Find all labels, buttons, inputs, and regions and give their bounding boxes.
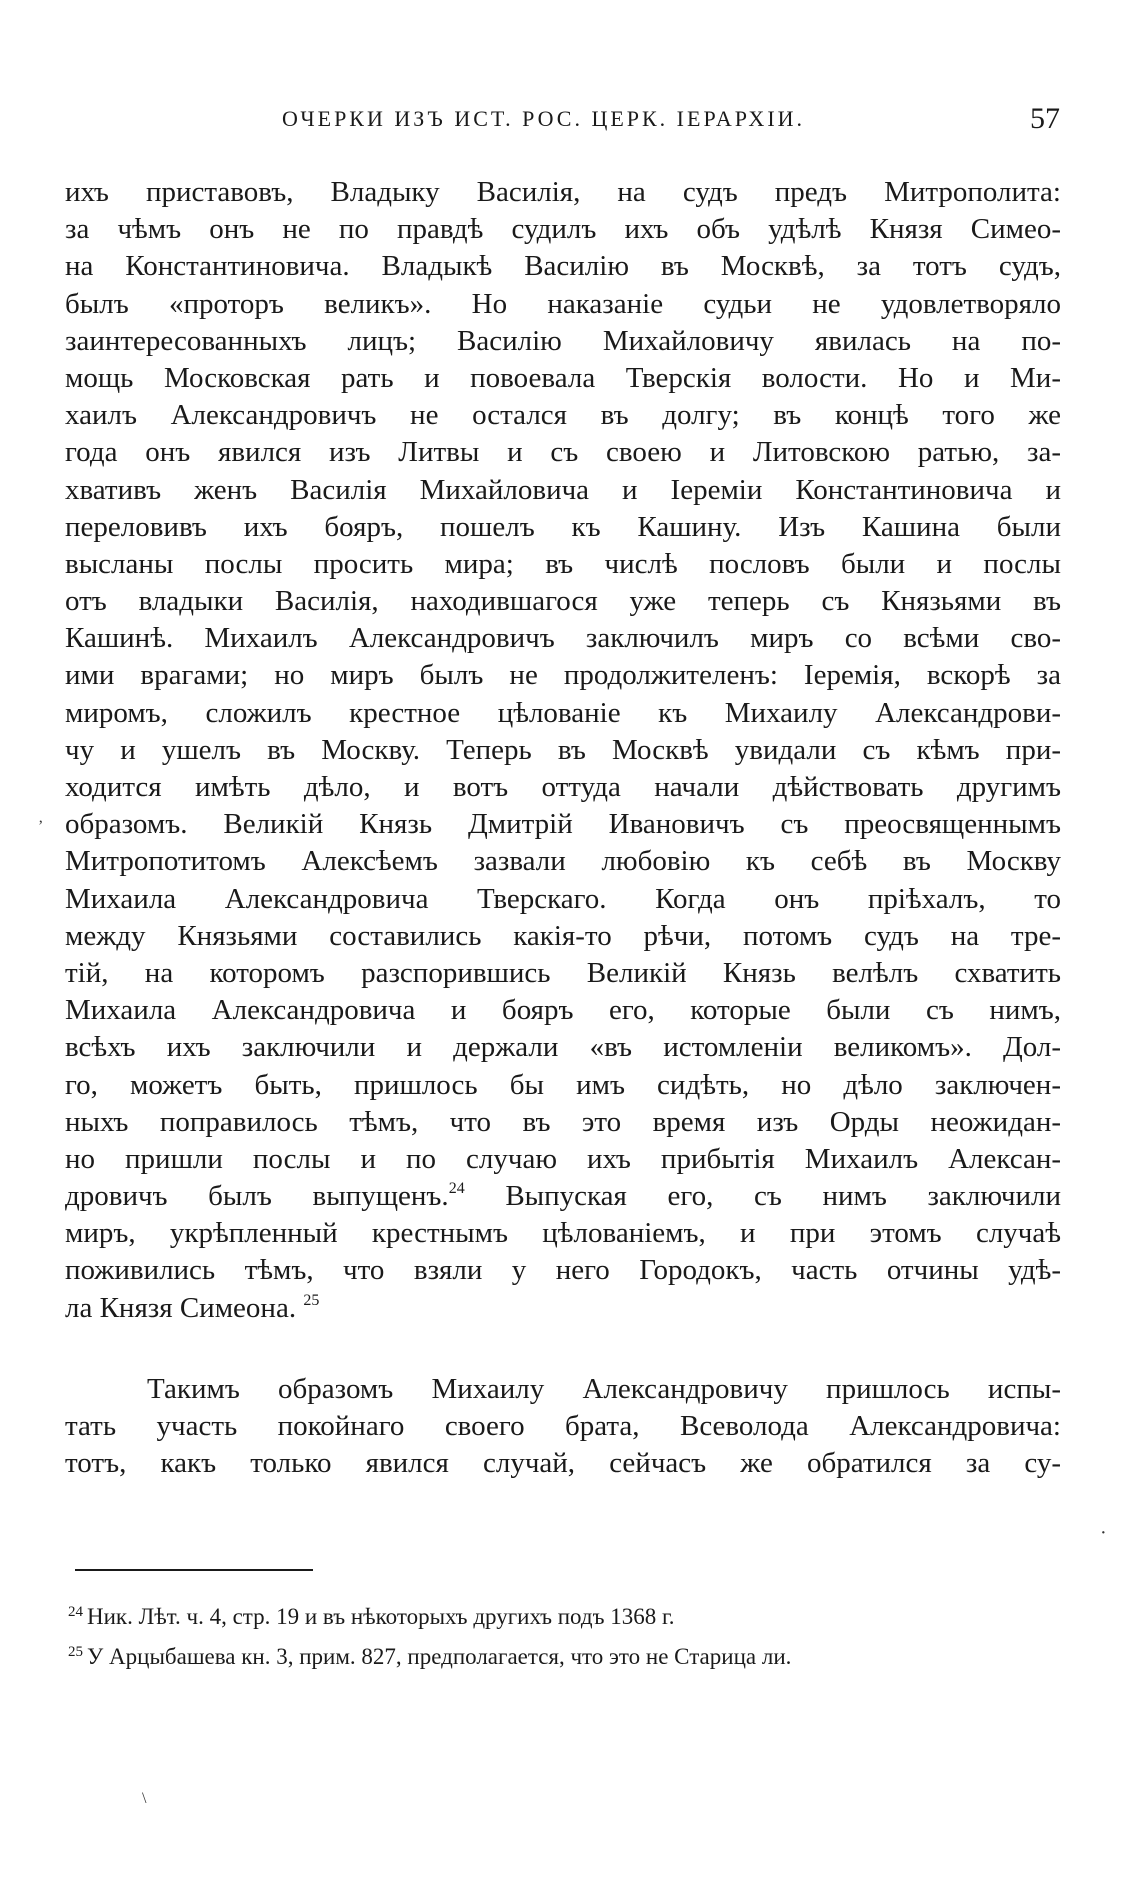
text-line: отъ владыки Василія, находившагося уже теперь съ Князьями въ: [65, 585, 1061, 618]
text-line: Митропотитомъ Алексѣемъ зазвали любовію къ себѣ въ Москву: [65, 845, 1061, 878]
text-line-with-footnote: [65, 1178, 1061, 1215]
text-line: тій, на которомъ разспорившись Великій Князь велѣлъ схватить: [65, 956, 1061, 989]
text-line: переловивъ ихъ бояръ, пошелъ къ Кашину. Изъ Кашина были: [65, 510, 1061, 543]
text-segment: Выпуская его, съ нимъ заключили: [464, 1180, 1062, 1213]
text-segment: дровичъ былъ выпущенъ.: [65, 1180, 449, 1213]
text-line: былъ «проторъ великъ». Но наказаніе судьи не удовлетворяло: [65, 287, 1061, 320]
footnotes: [68, 1597, 1058, 1677]
footnote-number: 24: [68, 1604, 83, 1620]
text-line: хаилъ Александровичъ не остался въ долгу; въ концѣ того же: [65, 399, 1061, 432]
text-line: чу и ушелъ въ Москву. Теперь въ Москвѣ увидали съ кѣмъ при-: [65, 733, 1061, 766]
stray-print-mark: ·: [1100, 1522, 1107, 1544]
text-segment: ла Князя Симеона.: [65, 1291, 297, 1324]
text-line: Кашинѣ. Михаилъ Александровичъ заключилъ миръ со всѣми сво-: [65, 622, 1061, 655]
text-line: но пришли послы и по случаю ихъ прибытія Михаилъ Алексан-: [65, 1142, 1061, 1175]
footnote-marker-24: 24: [448, 1180, 465, 1198]
footnote-marker-25: 25: [303, 1291, 320, 1309]
text-line: высланы послы просить мира; въ числѣ пословъ были и послы: [65, 547, 1061, 580]
page-number: 57: [1030, 102, 1060, 135]
text-line: поживились тѣмъ, что взяли у него Городокъ, часть отчины удѣ-: [65, 1254, 1061, 1287]
footnote-text: У Арцыбашева кн. 3, прим. 827, предполагается, что это не Старица ли.: [87, 1644, 792, 1669]
text-line: Михаила Александровича и бояръ его, которые были съ нимъ,: [65, 994, 1061, 1027]
header-title: ОЧЕРКИ ИЗЪ ИСТ. РОС. ЦЕРК. ІЕРАРХІИ.: [282, 106, 806, 131]
text-line: образомъ. Великій Князь Дмитрій Ивановичъ съ преосвященнымъ: [65, 808, 1061, 841]
text-line: ходится имѣть дѣло, и вотъ оттуда начали дѣйствовать другимъ: [65, 771, 1061, 803]
text-line: мощь Московская рать и повоевала Тверскія волости. Но и Ми-: [65, 361, 1061, 394]
stray-print-mark: ’: [38, 818, 44, 835]
text-line: ныхъ поправилось тѣмъ, что въ это время изъ Орды неожидан-: [65, 1105, 1061, 1138]
footnote-24: [68, 1597, 1058, 1637]
text-line: заинтересованныхъ лицъ; Василію Михайловичу явилась на по-: [65, 324, 1061, 357]
footnote-text: Ник. Лѣт. ч. 4, стр. 19 и въ нѣкоторыхъ другихъ подъ 1368 г.: [87, 1604, 675, 1629]
text-line: хвативъ женъ Василія Михайловича и Іереміи Константиновича и: [65, 473, 1061, 506]
footnote-number: 25: [68, 1644, 83, 1660]
paragraph-gap: [65, 1327, 1061, 1371]
footnote-25: [68, 1637, 1058, 1677]
text-line: тать участь покойнаго своего брата, Всеволода Александровича:: [65, 1410, 1061, 1442]
text-line: миромъ, сложилъ крестное цѣлованіе къ Михаилу Александрови-: [65, 696, 1061, 729]
footnote-divider: [75, 1569, 313, 1571]
text-line: миръ, укрѣпленный крестнымъ цѣлованіемъ, и при этомъ случаѣ: [65, 1217, 1061, 1250]
text-line: Михаила Александровича Тверскаго. Когда онъ пріѣхалъ, то: [65, 882, 1061, 915]
text-line-with-footnote: [65, 1290, 1061, 1327]
text-line: года онъ явился изъ Литвы и съ своею и Литовскою ратью, за-: [65, 436, 1061, 469]
text-line: Такимъ образомъ Михаилу Александровичу пришлось испы-: [147, 1372, 1061, 1405]
text-line: всѣхъ ихъ заключили и держали «въ истомленіи великомъ». Дол-: [65, 1031, 1061, 1064]
text-line: за чѣмъ онъ не по правдѣ судилъ ихъ объ удѣлѣ Князя Симео-: [65, 213, 1061, 246]
text-line: между Князьями составились какія-то рѣчи, потомъ судъ на тре-: [65, 919, 1061, 952]
stray-print-mark: \: [142, 1790, 147, 1807]
text-line: на Константиновича. Владыкѣ Василію въ Москвѣ, за тотъ судъ,: [65, 250, 1061, 283]
body-text: [65, 174, 1061, 1482]
text-line: ими врагами; но миръ былъ не продолжителенъ: Іеремія, вскорѣ за: [65, 659, 1061, 692]
text-line: ихъ приставовъ, Владыку Василія, на судъ предъ Митрополита:: [65, 176, 1061, 208]
text-line: тотъ, какъ только явился случай, сейчасъ же обратился за су-: [65, 1447, 1061, 1480]
text-line: го, можетъ быть, пришлось бы имъ сидѣть, но дѣло заключен-: [65, 1068, 1061, 1101]
running-header: [70, 104, 1060, 144]
